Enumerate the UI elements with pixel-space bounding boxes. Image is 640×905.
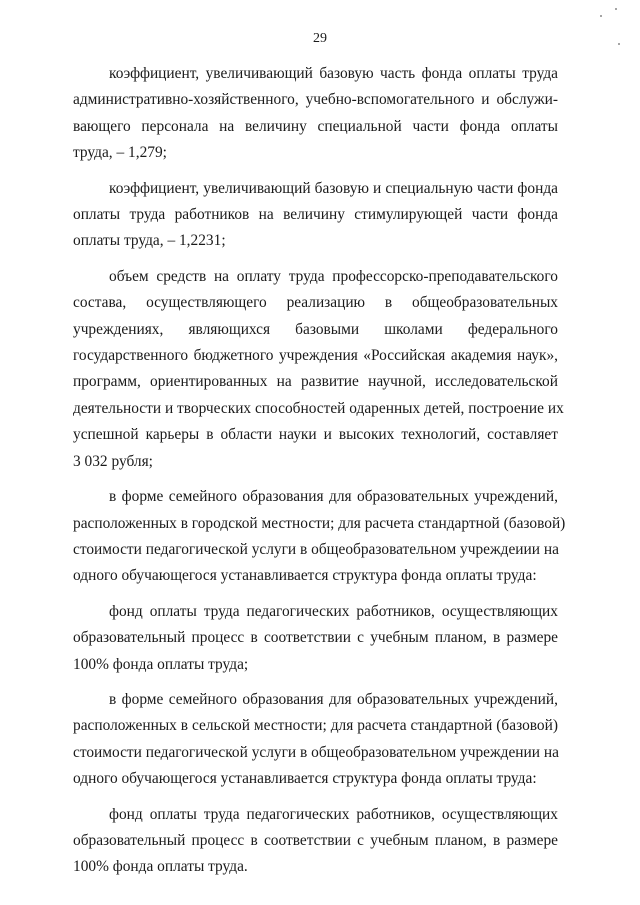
text-line: расположенных в сельской местности; для расчета стандартной (базовой) bbox=[73, 717, 558, 735]
text-line: одного обучающегося устанавливается структура фонда оплаты труда: bbox=[73, 567, 537, 585]
text-line: фонд оплаты труда педагогических работников, осуществляющих bbox=[109, 602, 558, 620]
text-line: 100% фонда оплаты труда. bbox=[73, 858, 248, 876]
paragraph bbox=[73, 802, 558, 881]
page-number: 29 bbox=[313, 31, 327, 46]
scan-speck bbox=[600, 15, 602, 17]
text-line: оплаты труда работников на величину стимулирующей части фонда bbox=[73, 206, 558, 224]
text-line: в форме семейного образования для образовательных учреждений, bbox=[109, 690, 558, 708]
text-line: вающего персонала на величину специальной части фонда оплаты bbox=[73, 117, 558, 135]
text-line: фонд оплаты труда педагогических работников, осуществляющих bbox=[109, 805, 558, 823]
text-line: коэффициент, увеличивающий базовую и специальную части фонда bbox=[109, 179, 558, 197]
scan-speck bbox=[618, 43, 620, 45]
paragraph bbox=[73, 61, 558, 167]
text-line: объем средств на оплату труда профессорско-преподавательского bbox=[109, 267, 558, 285]
text-line: в форме семейного образования для образовательных учреждений, bbox=[109, 488, 558, 506]
text-line: образовательный процесс в соответствии с учебным планом, в размере bbox=[73, 629, 558, 647]
paragraph bbox=[73, 264, 564, 475]
text-line: успешной карьеры в области науки и высоких технологий, составляет bbox=[73, 426, 558, 444]
text-line: деятельности и творческих способностей одаренных детей, построение их bbox=[73, 399, 564, 417]
text-line: стоимости педагогической услуги в общеобразовательном учреждеиии на bbox=[73, 540, 559, 558]
text-line: программ, ориентированных на развитие научной, исследовательской bbox=[73, 373, 558, 391]
text-line: состава, осуществляющего реализацию в общеобразовательных bbox=[73, 294, 558, 312]
text-line: одного обучающегося устанавливается структура фонда оплаты труда: bbox=[73, 770, 537, 788]
text-line: оплаты труда, – 1,2231; bbox=[73, 232, 226, 250]
paragraph bbox=[73, 687, 558, 793]
text-line: расположенных в городской местности; для расчета стандартной (базовой) bbox=[73, 514, 566, 532]
paragraph bbox=[73, 484, 566, 590]
text-line: образовательный процесс в соответствии с учебным планом, в размере bbox=[73, 831, 558, 849]
text-line: административно-хозяйственного, учебно-вспомогательного и обслужи- bbox=[73, 91, 558, 109]
text-line: 3 032 рубля; bbox=[73, 452, 153, 470]
text-line: государственного бюджетного учреждения «Российская академия наук», bbox=[73, 347, 558, 365]
text-line: 100% фонда оплаты труда; bbox=[73, 655, 249, 673]
document-body bbox=[73, 61, 566, 890]
text-line: стоимости педагогической услуги в общеобразовательном учреждении на bbox=[73, 743, 559, 761]
text-line: труда, – 1,279; bbox=[73, 144, 167, 162]
text-line: коэффициент, увеличивающий базовую часть фонда оплаты труда bbox=[109, 65, 558, 82]
paragraph bbox=[73, 599, 558, 678]
text-line: учреждениях, являющихся базовыми школами федерального bbox=[73, 320, 558, 338]
paragraph bbox=[73, 176, 558, 255]
scan-speck bbox=[615, 8, 617, 10]
